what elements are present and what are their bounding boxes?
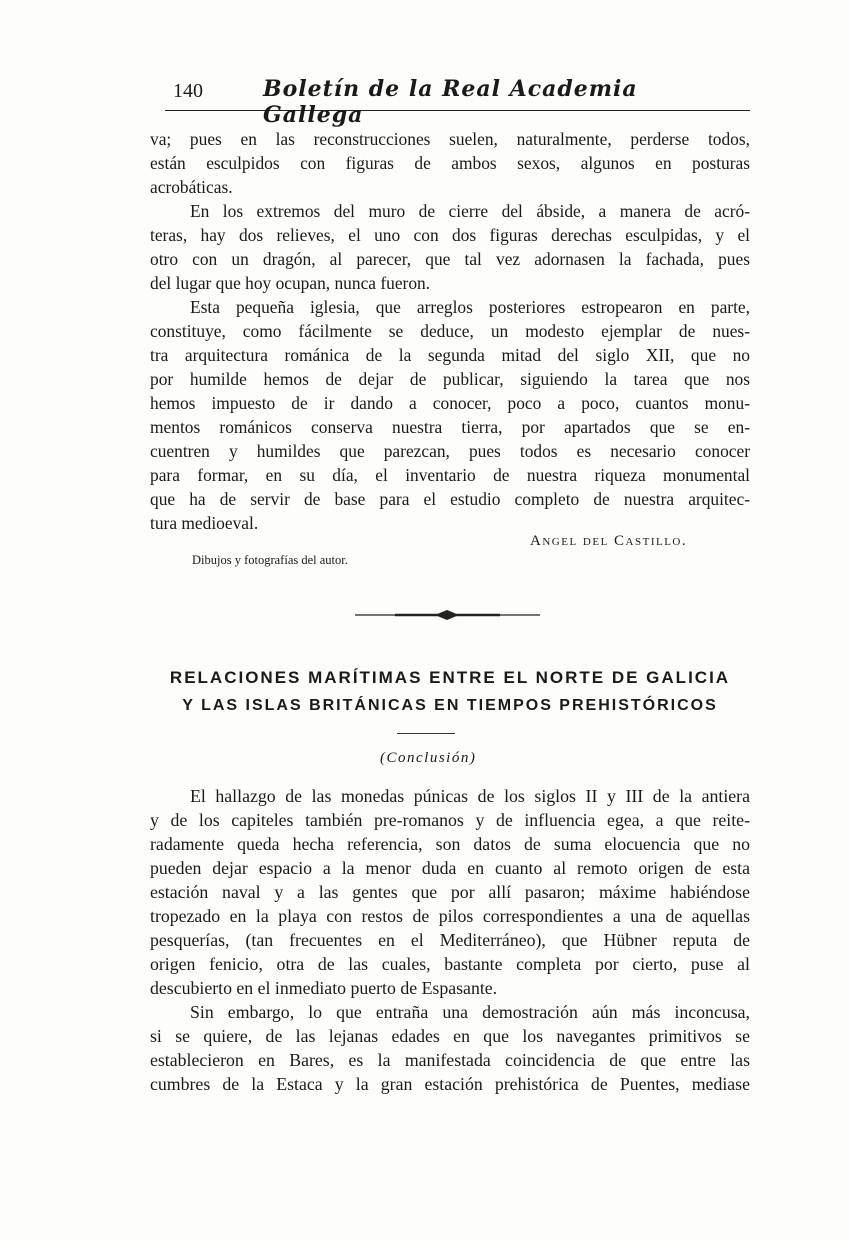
- text-line: por humilde hemos de dejar de publicar, siguiendo la tarea que nos: [150, 369, 750, 389]
- text-line: descubierto en el inmediato puerto de Espasante.: [150, 978, 498, 998]
- image-credit: Dibujos y fotografías del autor.: [192, 553, 348, 567]
- text-line: acrobáticas.: [150, 177, 233, 197]
- text-line: origen fenicio, otra de las cuales, bastante completa por cierto, puse al: [150, 954, 750, 974]
- author-signature: Angel del Castillo.: [530, 533, 688, 549]
- text-line: va; pues en las reconstrucciones suelen, naturalmente, perderse todos,: [150, 129, 750, 149]
- text-line: establecieron en Bares, es la manifestada coincidencia de que entre las: [150, 1050, 750, 1070]
- section-divider-ornament: [355, 606, 540, 624]
- page-number: 140: [173, 80, 203, 102]
- text-line: tra arquitectura románica de la segunda mitad del siglo XII, que no: [150, 345, 750, 365]
- running-title: Boletín de la Real Academia Gallega: [263, 76, 638, 128]
- text-line: estación naval y a las gentes que por allí pasaron; máxime habiéndose: [150, 882, 750, 902]
- article1-body: [150, 127, 750, 535]
- text-line: si se quiere, de las lejanas edades en que los navegantes primitivos se: [150, 1026, 750, 1046]
- article2-body: [150, 784, 750, 1096]
- text-line: del lugar que hoy ocupan, nunca fueron.: [150, 273, 431, 293]
- text-line: para formar, en su día, el inventario de nuestra riqueza monumental: [150, 465, 750, 485]
- text-line: tropezado en la playa con restos de pilos correspondientes a una de aquellas: [150, 906, 750, 926]
- text-line: El hallazgo de las monedas púnicas de los siglos II y III de la antiera: [190, 786, 750, 806]
- text-line: pueden dejar espacio a la menor duda en cuanto al remoto origen de esta: [150, 858, 750, 878]
- text-line: Esta pequeña iglesia, que arreglos posteriores estropearon en parte,: [190, 297, 750, 317]
- text-line: constituye, como fácilmente se deduce, un modesto ejemplar de nues-: [150, 321, 750, 341]
- text-line: hemos impuesto de ir dando a conocer, poco a poco, cuantos monu-: [150, 393, 750, 413]
- text-line: pesquerías, (tan frecuentes en el Mediterráneo), que Hübner reputa de: [150, 930, 750, 950]
- text-line: y de los capiteles también pre-romanos y de influencia egea, a que reite-: [150, 810, 750, 830]
- text-line: cumbres de la Estaca y la gran estación prehistórica de Puentes, mediase: [150, 1074, 750, 1094]
- text-line: En los extremos del muro de cierre del ábside, a manera de acró-: [190, 201, 750, 221]
- article-title-line1: RELACIONES MARÍTIMAS ENTRE EL NORTE DE GALICIA: [169, 668, 731, 687]
- article-subtitle: (Conclusión): [380, 750, 477, 766]
- text-line: están esculpidos con figuras de ambos sexos, algunos en posturas: [150, 153, 750, 173]
- text-line: mentos románicos conserva nuestra tierra, por apartados que se en-: [150, 417, 750, 437]
- text-line: Sin embargo, lo que entraña una demostración aún más inconcusa,: [190, 1002, 750, 1022]
- text-line: tura medioeval.: [150, 513, 259, 533]
- page-header: [165, 76, 750, 128]
- text-line: teras, hay dos relieves, el uno con dos figuras derechas esculpidas, y el: [150, 225, 750, 245]
- text-line: otro con un dragón, al parecer, que tal vez adornasen la fachada, pues: [150, 249, 750, 269]
- title-rule: [397, 733, 455, 734]
- text-line: cuentren y humildes que parezcan, pues todos es necesario conocer: [150, 441, 750, 461]
- text-line: que ha de servir de base para el estudio completo de nuestra arquitec-: [150, 489, 750, 509]
- text-line: radamente queda hecha referencia, son datos de suma elocuencia que no: [150, 834, 750, 854]
- article-title-line2: Y LAS ISLAS BRITÁNICAS EN TIEMPOS PREHISTÓRICOS: [182, 697, 718, 714]
